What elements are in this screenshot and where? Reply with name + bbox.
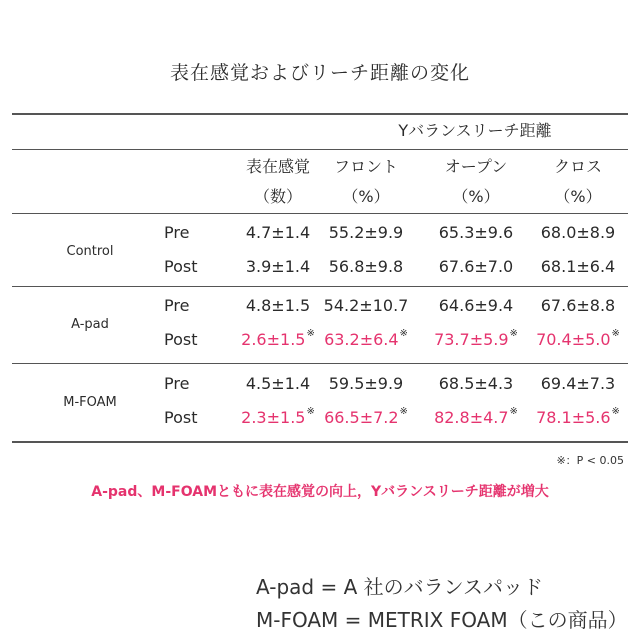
table-cell: [422, 257, 530, 277]
header-bottom-rule: [12, 213, 628, 214]
table-cell: [422, 296, 530, 316]
legend-line-apad: A-pad = A 社のバランスパッド: [256, 575, 544, 599]
column-header: 表在感覚: [245, 157, 310, 176]
cell-value: 66.5±7.2: [324, 408, 399, 427]
cell-value: 64.6±9.4: [438, 296, 514, 315]
cell-value: 68.5±4.3: [438, 374, 514, 393]
column-unit: （%）: [452, 187, 500, 206]
row-phase-label: Post: [164, 330, 198, 349]
table-cell: [524, 408, 632, 431]
page-title: 表在感覚およびリーチ距離の変化: [169, 62, 470, 84]
table-cell: [312, 330, 420, 353]
group-label: Control: [66, 244, 114, 259]
table-cell: [312, 296, 420, 316]
table-cell: [312, 257, 420, 277]
legend-line-mfoam: M-FOAM = METRIX FOAM（この商品）: [256, 608, 628, 632]
cell-value: 56.8±9.8: [328, 257, 404, 276]
row-phase-label: Pre: [164, 296, 190, 315]
significance-mark: ※: [611, 328, 620, 339]
cell-value: 68.1±6.4: [540, 257, 616, 276]
super-header: Yバランスリーチ距離: [398, 121, 552, 140]
cell-value: 2.3±1.5: [241, 408, 306, 427]
summary-text: A-pad、M-FOAMともに表在感覚の向上，Yバランスリーチ距離が増大: [91, 484, 549, 500]
table-cell: [524, 296, 632, 316]
cell-value: 78.1±5.6: [536, 408, 611, 427]
apad-bottom-rule: [12, 363, 628, 364]
super-header-rule: [12, 149, 628, 150]
cell-value: 4.7±1.4: [245, 223, 311, 242]
significance-note: ※：P < 0.05: [556, 454, 624, 467]
significance-mark: ※: [399, 328, 408, 339]
cell-value: 2.6±1.5: [241, 330, 306, 349]
cell-value: 70.4±5.0: [536, 330, 611, 349]
significance-mark: ※: [306, 328, 315, 339]
significance-mark: ※: [509, 406, 518, 417]
cell-value: 63.2±6.4: [324, 330, 399, 349]
row-phase-label: Post: [164, 408, 198, 427]
column-header: オープン: [444, 157, 508, 176]
cell-value: 55.2±9.9: [328, 223, 404, 242]
table-top-rule: [12, 113, 628, 115]
table-cell: [524, 374, 632, 394]
column-unit: （数）: [253, 187, 302, 206]
row-phase-label: Post: [164, 257, 198, 276]
table-bottom-rule: [12, 441, 628, 443]
cell-value: 3.9±1.4: [245, 257, 311, 276]
cell-value: 65.3±9.6: [438, 223, 514, 242]
cell-value: 4.5±1.4: [245, 374, 311, 393]
column-unit: （%）: [554, 187, 602, 206]
cell-value: 67.6±8.8: [540, 296, 616, 315]
cell-value: 54.2±10.7: [323, 296, 409, 315]
table-cell: [312, 408, 420, 431]
significance-mark: ※: [399, 406, 408, 417]
cell-value: 68.0±8.9: [540, 223, 616, 242]
column-unit: （%）: [342, 187, 390, 206]
table-cell: [422, 330, 530, 353]
significance-mark: ※: [611, 406, 620, 417]
table-cell: [524, 223, 632, 243]
table-cell: [312, 374, 420, 394]
control-bottom-rule: [12, 286, 628, 287]
column-header: フロント: [333, 157, 398, 176]
group-label: M-FOAM: [63, 395, 117, 410]
table-cell: [524, 330, 632, 353]
table-cell: [524, 257, 632, 277]
table-cell: [312, 223, 420, 243]
group-label: A-pad: [71, 317, 109, 332]
cell-value: 73.7±5.9: [434, 330, 509, 349]
cell-value: 4.8±1.5: [245, 296, 311, 315]
column-header: クロス: [553, 157, 602, 176]
row-phase-label: Pre: [164, 223, 190, 242]
cell-value: 59.5±9.9: [328, 374, 404, 393]
row-phase-label: Pre: [164, 374, 190, 393]
table-cell: [422, 408, 530, 431]
cell-value: 82.8±4.7: [434, 408, 509, 427]
table-cell: [422, 223, 530, 243]
cell-value: 67.6±7.0: [438, 257, 514, 276]
cell-value: 69.4±7.3: [540, 374, 616, 393]
table-cell: [422, 374, 530, 394]
significance-mark: ※: [306, 406, 315, 417]
significance-mark: ※: [509, 328, 518, 339]
